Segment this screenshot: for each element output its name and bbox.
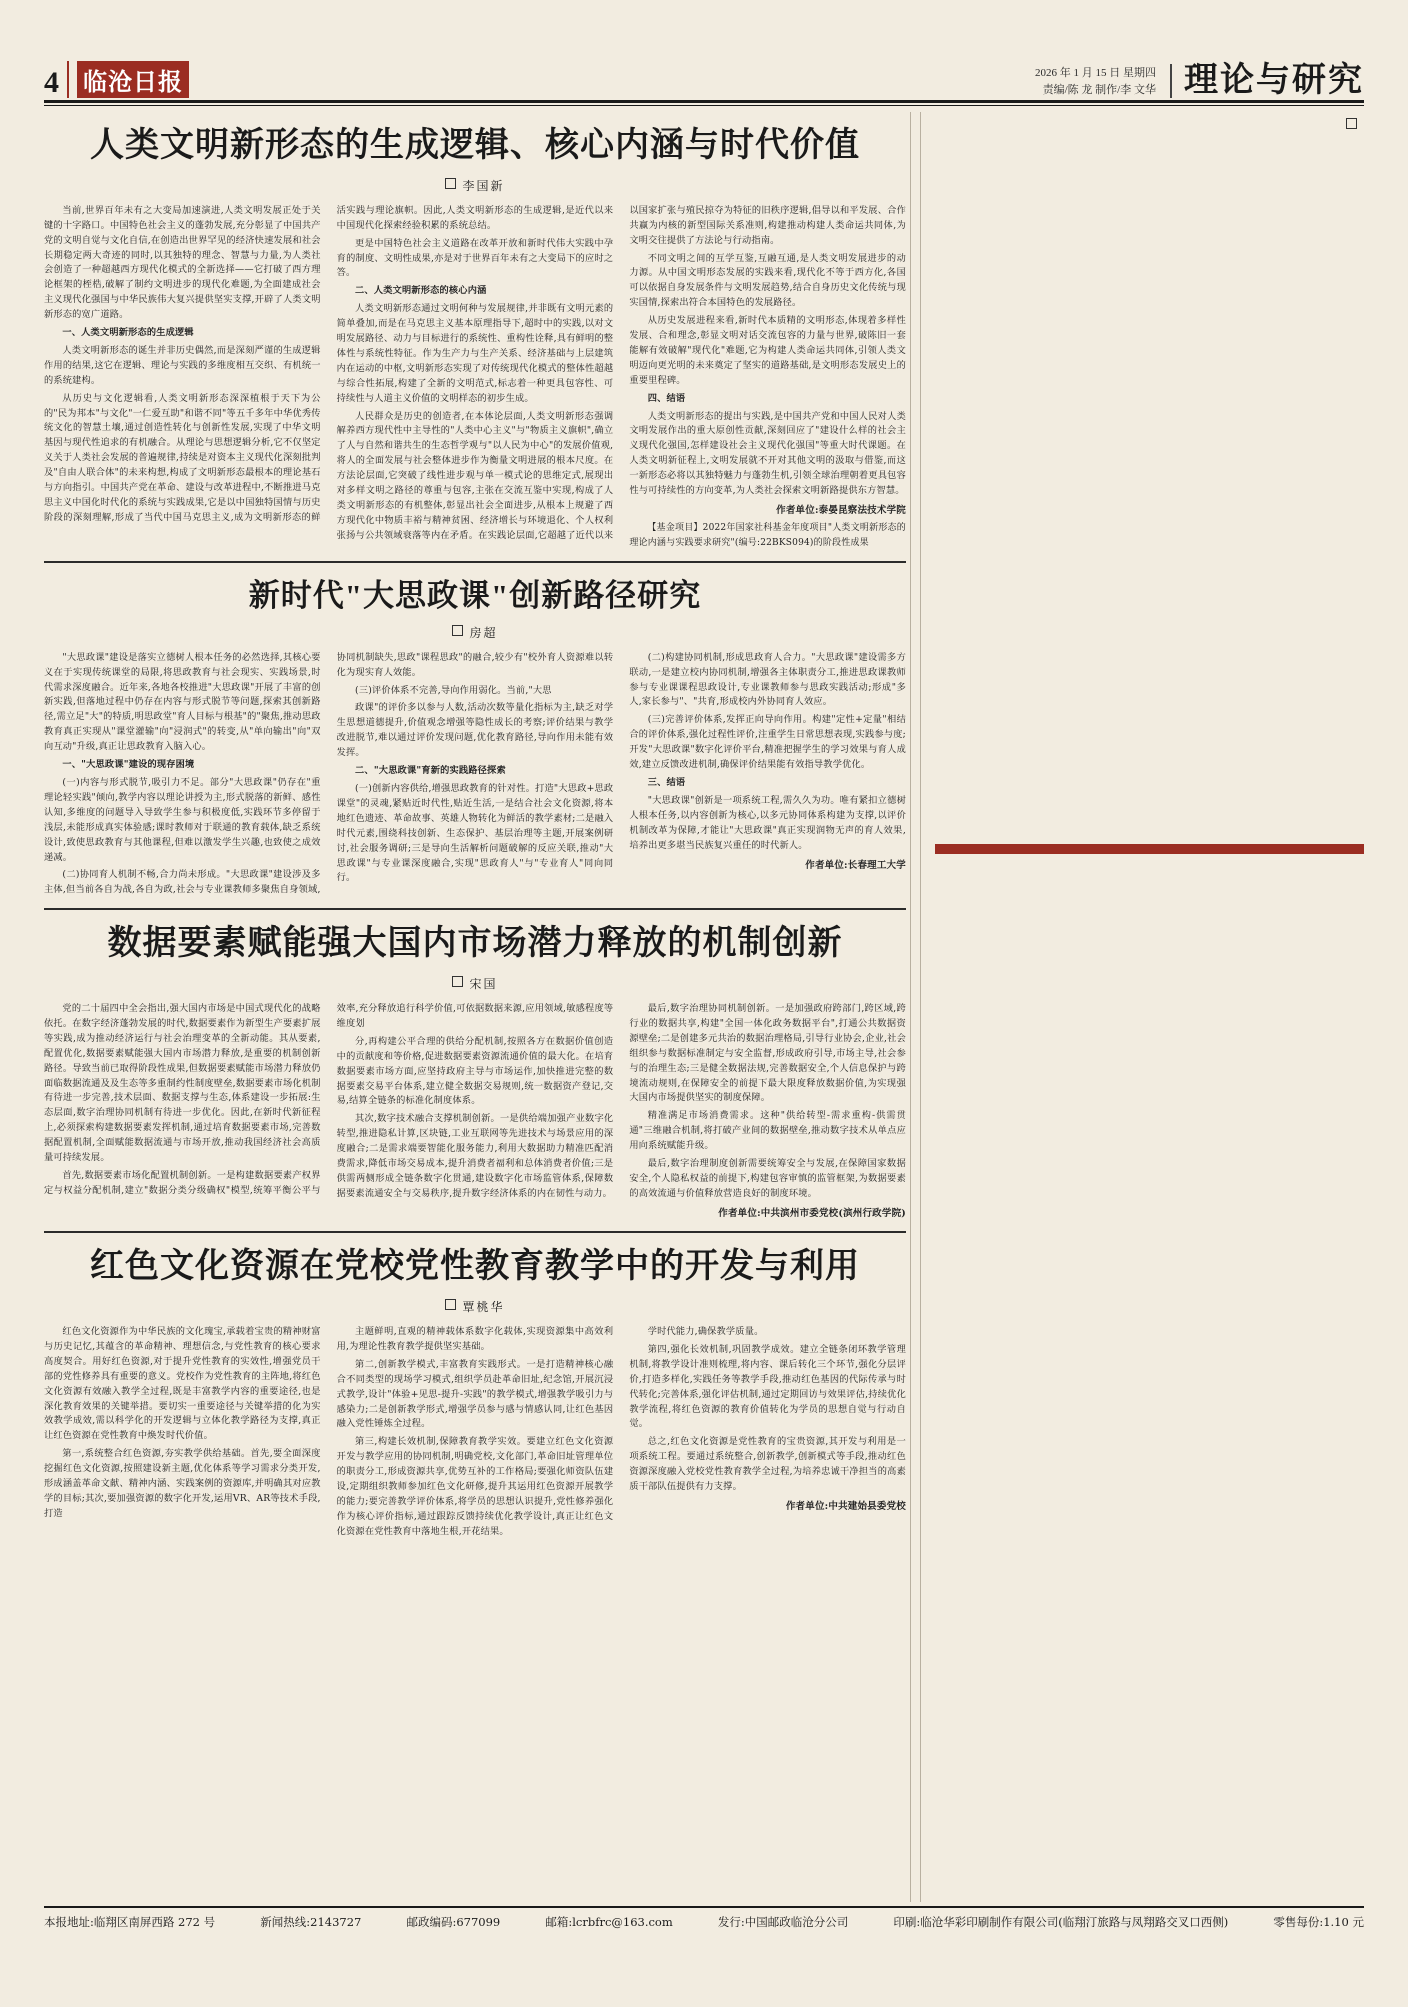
- paragraph: (三)完善评价体系,发挥正向导向作用。构建"定性+定量"相结合的评价体系,强化过程性评价,注重学生日常思想表现,实践参与度;开发"大思政课"数字化评价平台,精准把握学生的学习效果与育人成效,建立反馈改进机制,确保评价结果能有效指导教学优化。: [629, 714, 906, 771]
- paper-logo: 临沧日报: [77, 61, 189, 98]
- footer-issue: 发行:中国邮政临沧分公司: [717, 1915, 849, 1929]
- paper-nameplate: [67, 61, 189, 98]
- byline-box-icon: [1346, 118, 1357, 129]
- paragraph: 人类文明新形态的诞生并非历史偶然,而是深刻严谨的生成逻辑作用的结果,这它在逻辑、理论与实践的多维度相互交织、有机统一的系统建构。: [44, 344, 321, 386]
- article-1-signature: 作者单位:泰晏昆察法技术学院: [776, 505, 906, 517]
- article-1: [44, 126, 906, 563]
- byline-box-icon: [452, 976, 463, 987]
- masthead: [44, 46, 1364, 98]
- editor-line: 责编/陈 龙 制作/李 文华: [1042, 83, 1156, 96]
- feature-byline: [1343, 118, 1358, 134]
- paragraph: 从历史发展进程来看,新时代本质精的文明形态,体现着多样性发展、合和理念,彰显文明对话交流包容的力量与世界,破陈旧一套能解有效破解"现代化"难题,它为构建人类命运共同体,引领人类文明迈向更光明的未来奠定了坚实的道路基础,是文明形态发展史上的重要里程碑。: [629, 315, 906, 386]
- feature-headline-block: [935, 112, 1364, 832]
- article-3-title: 数据要素赋能强大国内市场潜力释放的机制创新: [107, 925, 843, 963]
- masthead-rule: [44, 100, 1364, 103]
- paragraph: 第四,强化长效机制,巩固教学成效。建立全链条闭环教学管理机制,将教学设计准则梳理,将内容、课后转化三个环节,强化分层评价,打造多样化,实践任务等教学手段,推动红色基因的代际传承与时代转化;完善体系,强化评估机制,通过定期回访与效果评估,持续优化教学流程,将红色资源的教育价值转化为学员的思想自觉与行动自觉。: [629, 1343, 906, 1430]
- paragraph: 第三,构建长效机制,保障教育教学实效。要建立红色文化资源开发与教学应用的协同机制,明确党校,文化部门,革命旧址管理单位的职责分工,形成资源共享,优势互补的工作格局;要强化师资队伍建设,定期组织教师参加红色文化研修,提升其运用红色资源开展教学的能力;要完善教学评价体系,将学员的思想认识提升,党性修养强化作为核心评价指标,通过跟踪反馈持续优化教学设计,真正让红色文化资源在党性教育中落地生根,开花结果。: [336, 1436, 614, 1537]
- article-4: [44, 1247, 906, 1549]
- article-4-byline: [44, 1298, 906, 1315]
- page-footer: [44, 1914, 1364, 1930]
- article-2-body: [44, 651, 906, 899]
- paragraph: 人类文明新形态的提出与实践,是中国共产党和中国人民对人类文明发展作出的重大原创性贡献,深刻回应了"建设什么样的社会主义现代化强国,怎样建设社会主义现代化强国"等重大时代课题。在人类文明新征程上,文明发展就不开对其他文明的汲取与借鉴,而这一新形态必将以其独特魅力与蓬勃生机,引领全球治理朝着更具包容性与可持续性的方向变革,为人类社会探索文明新路提供东方智慧。: [629, 410, 906, 497]
- column-divider: [910, 112, 911, 1902]
- masthead-right: [1035, 64, 1364, 98]
- paragraph: "大思政课"建设是落实立德树人根本任务的必然选择,其核心要义在于实现传统课堂的局限,将思政教育与社会现实、实践场景,时代需求深度融合。近年来,各地各校推进"大思政课"开展了丰富的创新实践,但落地过程中仍存在内容与形式脱节等问题,探索其创新路径,需立足"大"的特质,明思政堂"育人目标与根基"的"聚焦,推动思政教育真正实现从"课堂灌输"向"浸润式"的转变,从"单向输出"向"双向互动"升级,真正让思政教育入脑入心。: [44, 651, 321, 753]
- paragraph: 党的二十届四中全会指出,强大国内市场是中国式现代化的战略依托。在数字经济蓬勃发展的时代,数据要素作为新型生产要素扩展等实践,成为推动经济运行与社会治理变革的全新动能。其从要素,配置优化,数据要素赋能强大国内市场潜力释放,是重要的机制创新路径。导致当前已取得阶段性成果,但数据要素赋能市场潜力释放仍面临数据流通及及生态等多重制约性制度壁垒,数据要素市场化机制有待进一步完善,技术层面、数据支撑与生态,体系建设一步拓展:生态层面,数字治理协同机制有待进一步优化。因此,在新时代新征程上,必须探索构建数据要素发挥机制,通过培育数据要素市场,完善数据配置机制,全面赋能数据流通与市场开放,推动我国经济社会高质量可持续发展。: [44, 1003, 321, 1164]
- masthead-rule-thin: [44, 105, 1364, 106]
- byline-box-icon: [452, 625, 463, 636]
- article-1-body: [44, 204, 906, 551]
- footer-address: 本报地址:临翔区南屏西路 272 号: [44, 1915, 216, 1929]
- article-2-title: 新时代"大思政课"创新路径研究: [248, 577, 702, 613]
- paragraph: 更是中国特色社会主义道路在改革开放和新时代伟大实践中孕育的制度、文明性成果,亦是对于世界百年未有之大变局下的应时之答。: [336, 237, 614, 279]
- paragraph: 政课"的评价多以参与人数,活动次数等量化指标为主,缺乏对学生思想道德提升,价值观念增强等隐性成长的考察;评价结果与教学改进脱节,难以通过评价发现问题,优化教育路径,导向作用未能有效发挥。: [336, 702, 614, 759]
- paragraph: 第二,创新教学模式,丰富教育实践形式。一是打造精神核心融合不同类型的现场学习模式,组织学员赴革命旧址,纪念馆,开展沉浸式教学,设计"体验+见思-提升-实践"的教学模式,增强教学吸引力与感染力;二是创新教学形式,增强学员参与感与情感认同,让红色基因融入党性锤炼全过程。: [336, 1358, 614, 1430]
- article-3-body: [44, 1002, 906, 1221]
- paragraph: (二)协同育人机制不畅,合力尚未形成。"大思政课"建设涉及多主体,但当前各自为战,各自为政,社会与专业课教师多聚焦自身领域,协同机制缺失,思政"课程思政"的融合,较少有"校外育人资源难以转化为现实育人效能。: [44, 651, 614, 896]
- page-content: [44, 112, 1364, 1902]
- masthead-meta: [1035, 65, 1156, 98]
- article-2: [44, 577, 906, 911]
- article-4-title: 红色文化资源在党校党性教育教学中的开发与利用: [90, 1248, 860, 1286]
- footer-price: 零售每份:1.10 元: [1273, 1915, 1364, 1929]
- paragraph-sub: 一、"大思政课"建设的现存困境: [62, 759, 195, 771]
- paragraph: (一)创新内容供给,增强思政教育的针对性。打造"大思政+思政课堂"的灵魂,紧贴近时代性,贴近生活,一是结合社会文化资源,将本地红色遗迹、革命故事、英雄人物转化为鲜活的教学素材;二是融入时代元素,围绕科技创新、生态保护、基层治理等主题,开展案例研讨,社会服务调研;三是导向生活解析问题破解的反应关联,推动"大思政课"与专业课深度融合,实现"思政育人"与"专业育人"同向同行。: [336, 782, 614, 884]
- article-1-author: 李国新: [462, 178, 505, 193]
- paragraph: (二)构建协同机制,形成思政育人合力。"大思政课"建设需多方联动,一是建立校内协同机制,增强各主体职责分工,推进思政课教师参与专业课课程思政设计,专业课教师参与思政实践活动;形成"多人,家长参与"、"共育,形成校内外协同育人效应。: [629, 651, 906, 708]
- paragraph-sub: 二、人类文明新形态的核心内涵: [355, 285, 487, 297]
- paragraph: 红色文化资源作为中华民族的文化瑰宝,承载着宝贵的精神财富与历史记忆,其蕴含的革命精神、理想信念,与党性教育的核心要求高度契合。用好红色资源,对于提升党性教育的实效性,增强党员干部的党性修养具有重要的意义。党校作为党性教育的主阵地,将红色文化资源有效融入教学全过程,既是丰富教学内容的重要途径,也是深化教育效果的关键举措。要切实一重要途径与关键举措的化为实效教学成效,需以科学化的开发逻辑与立体化教学路径为支撑,真正让红色资源在党性教育中焕发时代价值。: [44, 1325, 321, 1442]
- paragraph: 人民群众是历史的创造者,在本体论层面,人类文明新形态强调解养西方现代性中主导性的"人类中心主义"与"物质主义旗帜",确立了人与自然和谐共生的生态哲学观与"以人民为中心"的发展价值观,将人的全面发展与社会整体进步作为衡量文明进展的根本尺度。在方法论层面,它突破了线性进步观与单一模式论的思维定式,展现出对多样文明之路径的尊重与包容,主张在交流互鉴中实现,构成了人类文明新形态的有机整体,彰显出社会全面进步,从根本上规避了西方现代化中物质丰裕与精神贫困、经济增长与环境退化、个人权利张扬与公共领域衰落等内在矛盾。在实践论层面,它超越了近代以来以国家扩张与殖民掠夺为特征的旧秩序逻辑,倡导以和平发展、合作共赢为内核的新型国际关系准则,构建推动构建人类命运共同体,为文明交往提供了方法论与行动指南。: [336, 204, 906, 541]
- article-2-signature: 作者单位:长春理工大学: [805, 859, 906, 871]
- paragraph-sub: 一、人类文明新形态的生成逻辑: [62, 327, 194, 339]
- paragraph: 分,再构建公平合理的供给分配机制,按照各方在数据价值创造中的贡献度和等价格,促进数据要素资源流通价值的最大化。在培育数据要素市场方面,应坚持政府主导与市场运作,加快推进完整的数据要素交易平台体系,建立健全数据交易规则,统一数据资产登记,交易,结算全链条的标准化制度体系。: [336, 1035, 614, 1107]
- article-3-author: 宋国: [469, 977, 498, 992]
- paragraph-sub: 四、结语: [647, 392, 686, 404]
- footer-print: 印刷:临沧华彩印刷制作有限公司(临翔汀旅路与凤翔路交叉口西侧): [893, 1915, 1229, 1929]
- masthead-left: [44, 61, 189, 98]
- footer-rule: [44, 1906, 1364, 1908]
- paragraph: (三)评价体系不完善,导向作用弱化。当前,"大思: [355, 684, 552, 696]
- paragraph: 第一,系统整合红色资源,夯实教学供给基础。首先,要全面深度挖掘红色文化资源,按照建设新主题,优化体系等学习需求分类开发,形成涵盖革命文献、精神内涵、实践案例的资源库,并明确其对应教学的目标;其次,要加强资源的数字化开发,运用VR、AR等技术手段,打造: [44, 1448, 321, 1519]
- paragraph-sub: 三、结语: [647, 776, 686, 788]
- article-4-signature: 作者单位:中共建始县委党校: [785, 1500, 906, 1512]
- article-3-byline: [44, 975, 906, 992]
- byline-box-icon: [445, 1299, 456, 1310]
- footer-hotline: 新闻热线:2143727: [260, 1915, 362, 1929]
- feature-body-bottom: [935, 832, 1364, 834]
- article-1-byline: [44, 177, 906, 194]
- paragraph: 首先,数据要素市场化配置机制创新。一是构建数据要素产权界定与权益分配机制,建立"数据分类分级确权"模型,统筹平衡公平与效率,充分释放追行科学价值,可依据数据来源,应用领域,敏感程度等维度划: [44, 1003, 614, 1196]
- paragraph: 最后,数字治理协同机制创新。一是加强政府跨部门,跨区域,跨行业的数据共享,构建"全国一体化政务数据平台",打通公共数据资源壁垒;二是创建多元共治的数据治理格局,引导行业协会,企业,社会组织参与数据标准制定与安全监督,形成政府引导,市场主导,社会参与的治理生态;三是健全数据法规,完善数据安全,个人信息保护与跨境流动规则,在保障安全的前提下最大限度释放数据价值,为实现强大国内市场提供坚实的制度保障。: [629, 1003, 906, 1104]
- page-number: 4: [44, 66, 59, 99]
- paragraph: 总之,红色文化资源是党性教育的宝贵资源,其开发与利用是一项系统工程。要通过系统整合,创新教学,创新模式等手段,推动红色资源深度融入党校党性教育教学全过程,为培养忠诚干净担当的高素质干部队伍提供有力支撑。: [629, 1436, 906, 1493]
- footer-postcode: 邮政编码:677099: [406, 1915, 501, 1929]
- left-column-block: [44, 112, 906, 1902]
- date-line: 2026 年 1 月 15 日 星期四: [1035, 67, 1156, 79]
- article-2-byline: [44, 624, 906, 641]
- paragraph: 不同文明之间的互学互鉴,互融互通,是人类文明发展进步的动力源。从中国文明形态发展的实践来看,现代化不等于西方化,各国可以依据自身发展条件与文明发展趋势,结合自身历史文化传统与现实国情,探索出符合本国特色的发展路径。: [629, 252, 906, 309]
- paragraph: (一)内容与形式脱节,吸引力不足。部分"大思政课"仍存在"重理论轻实践"倾向,教学内容以理论讲授为主,形式脱落的新鲜、感性认知,多维度的问题导入导致学生参与积极度低,实践环节多停留于浅层,未能形成真实体验感;课时教师对于联通的教育载体,缺乏系统设计,致使思政教育与其他课程,但难以激发学生兴趣,也致使之成效递减。: [44, 776, 321, 863]
- paragraph: 人类文明新形态通过文明何种与发展规律,并非既有文明元素的简单叠加,而是在马克思主义基本原理指导下,超时中的实践,以对文明发展路径、动力与目标进行的系统性、重构性诠释,具有鲜明的整体性与系统性特征。作为生产力与生产关系、经济基础与上层建筑内在运动的中枢,文明新形态实现了对传统现代化模式的整体性超越与综合性拓展,构建了全新的文明范式,标志着一种更具包容性、可持续性与人道主义价值的文明样态的初步生成。: [336, 303, 614, 404]
- article-2-author: 房超: [469, 625, 498, 640]
- feature-article: [920, 112, 1364, 1902]
- paragraph-sub: 二、"大思政课"育新的实践路径探索: [355, 765, 506, 777]
- article-4-body: [44, 1325, 906, 1540]
- feature-body-top: [935, 112, 1337, 812]
- article-3: [44, 924, 906, 1233]
- paragraph: "大思政课"创新是一项系统工程,需久久为功。唯有紧扣立德树人根本任务,以内容创新为核心,以多元协同体系构建为支撑,以评价机制改革为保障,才能让"大思政课"真正实现润物无声的育人效果,培养出更多堪当民族复兴重任的时代新人。: [629, 794, 906, 851]
- paragraph: 精准满足市场消费需求。这种"供给转型-需求重构-供需贯通"三维融合机制,将打破产业间的数据壁垒,推动数字技术从单点应用向系统赋能升级。: [629, 1110, 906, 1152]
- article-1-title: 人类文明新形态的生成逻辑、核心内涵与时代价值: [90, 127, 860, 164]
- submission-email-bar[interactable]: [935, 844, 1364, 854]
- footer-email[interactable]: 邮箱:lcrbfrc@163.com: [545, 1915, 673, 1929]
- article-3-signature: 作者单位:中共滨州市委党校(滨州行政学院): [718, 1207, 906, 1219]
- article-1-note: 【基金项目】2022年国家社科基金年度项目"人类文明新形态的理论内涵与实践要求研究"(编号:22BKS094)的阶段性成果: [629, 523, 906, 548]
- paragraph: 学时代能力,确保教学质量。: [647, 1325, 764, 1337]
- byline-box-icon: [445, 178, 456, 189]
- paragraph: 当前,世界百年未有之大变局加速演进,人类文明发展正处于关键的十字路口。中国特色社会主义的蓬勃发展,充分彰显了中国共产党的文明自觉与文化自信,在创造出世界罕见的经济快速发展和社会长期稳定两大奇迹的同时,以其独特的理念、智慧与力量,为人类社会创造了一种超越西方现代化模式的全新选择——它打破了西方理论框架的桎梏,破解了制约文明进步的现代化难题,为全面建成社会主义现代化强国与中华民族伟大复兴提供坚实支撑,开辟了人类文明新形态的宽广道路。: [44, 204, 321, 321]
- paragraph: 主题鲜明,直观的精神载体系数字化载体,实现资源集中高效利用,为理论性教育教学提供坚实基础。: [336, 1325, 614, 1352]
- paragraph: 从历史与文化逻辑看,人类文明新形态深深植根于天下为公的"民为邦本"与文化"一仁爱互助"和谐不同"等五千多年中华优秀传统文化的智慧土壤,通过创造性转化与创新性发展,实现了中华文明基因与现代性追求的有机融合。从理论与思想逻辑分析,它不仅坚定义关于人类社会发展的普遍规律,持续是对资本主义现代化深刻批判及"自由人联合体"的未来构想,构成了文明新形态最根本的理论基石与方向指引。中国共产党在革命、建设与改革进程中,不断推进马克思主义中国化时代化的系统与实践成果,它是以中国独特国情与历史阶段的深刻理解,形成了当代中国马克思主义,成为文明新形态的鲜活实践与理论旗帜。因此,人类文明新形态的生成逻辑,是近代以来中国现代化探索经验积累的系统总结。: [44, 204, 614, 523]
- paragraph: 其次,数字技术融合支撑机制创新。一是供给端加强产业数字化转型,推进隐私计算,区块链,工业互联网等先进技术与场景应用的深度融合;二是需求端要智能化服务能力,利用大数据助力精准匹配消费需求,降低市场交易成本,提升消费者福利和总体消费者价值;三是供需两侧形成全链条数字化贯通,建设数字化市场监管体系,保障数据要素流通安全与交易秩序,提升数字经济体系的内在韧性与动力。: [336, 1113, 614, 1199]
- section-title: 理论与研究: [1170, 64, 1364, 98]
- paragraph: 最后,数字治理制度创新需要统筹安全与发展,在保障国家数据安全,个人隐私权益的前提下,构建包容审慎的监管框架,为数据要素的高效流通与价值释放营造良好的制度环境。: [629, 1158, 906, 1199]
- article-4-author: 覃桃华: [462, 1299, 505, 1314]
